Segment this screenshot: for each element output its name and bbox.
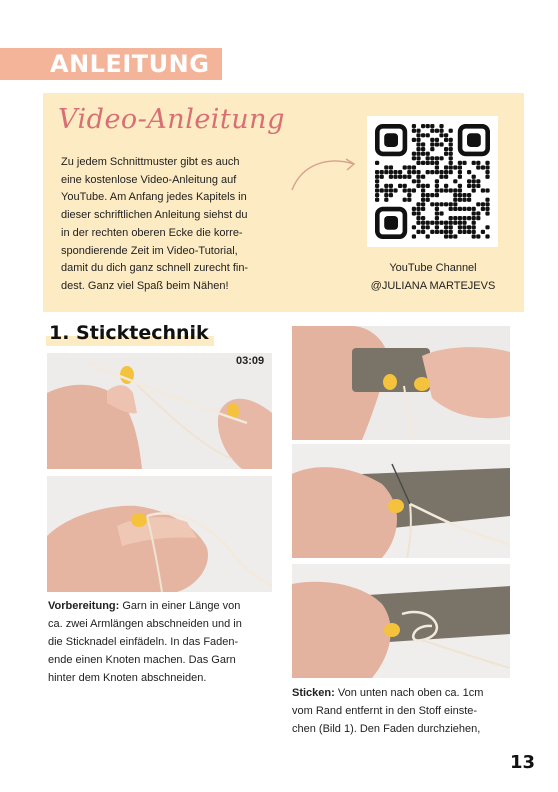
caption-text: Von unten nach oben ca. 1cm [337, 687, 484, 699]
video-box-paragraph [61, 154, 283, 296]
caption-heading: Sticken: [292, 687, 335, 699]
caption-line: ca. zwei Armlängen abschneiden und in [48, 618, 242, 630]
photo-threading-yarn [47, 353, 272, 469]
caption-line [48, 597, 278, 615]
photo-needle-through-fabric-1 [292, 326, 510, 440]
paragraph-line: in der rechten oberen Ecke die korre- [61, 226, 243, 239]
caption-text: Garn in einer Länge von [122, 600, 241, 612]
page-number: 13 [510, 752, 536, 773]
video-box-title: Video-Anleitung [58, 104, 285, 135]
curved-arrow-icon [288, 150, 360, 198]
page-header-title: ANLEITUNG [50, 50, 210, 78]
caption-preparation [48, 597, 278, 687]
qr-code-icon [375, 124, 490, 239]
caption-line: chen (Bild 1). Den Faden durchziehen, [292, 723, 481, 735]
caption-line: die Sticknadel einfädeln. In das Faden- [48, 636, 239, 648]
photo-pulling-thread [292, 564, 510, 678]
caption-line: ende einen Knoten machen. Das Garn [48, 654, 236, 666]
caption-stitching [292, 684, 514, 738]
youtube-channel-label: YouTube Channel [389, 262, 477, 274]
paragraph-line: eine kostenlose Video-Anleitung auf [61, 173, 237, 186]
youtube-channel-handle[interactable]: @JULIANA MARTEJEVS [370, 280, 496, 292]
paragraph-line: dieser schriftlichen Anleitung siehst du [61, 209, 248, 222]
paragraph-line: spondierende Zeit im Video-Tutorial, [61, 244, 238, 257]
paragraph-line: dest. Ganz viel Spaß beim Nähen! [61, 279, 229, 292]
caption-line: hinter dem Knoten abschneiden. [48, 672, 207, 684]
caption-heading: Vorbereitung: [48, 600, 120, 612]
photo-needle-through-fabric-2 [292, 444, 510, 558]
video-timestamp: 03:09 [236, 355, 265, 367]
section-title: 1. Sticktechnik [49, 322, 209, 344]
paragraph-line: damit du dich ganz schnell zurecht fin- [61, 262, 249, 275]
paragraph-line: Zu jedem Schnittmuster gibt es auch [61, 156, 240, 168]
caption-line [292, 684, 514, 702]
caption-line: vom Rand entfernt in den Stoff einste- [292, 705, 478, 717]
paragraph-line: YouTube. Am Anfang jedes Kapitels in [61, 191, 247, 204]
qr-code-frame[interactable] [367, 116, 498, 247]
photo-tying-knot [47, 476, 272, 592]
